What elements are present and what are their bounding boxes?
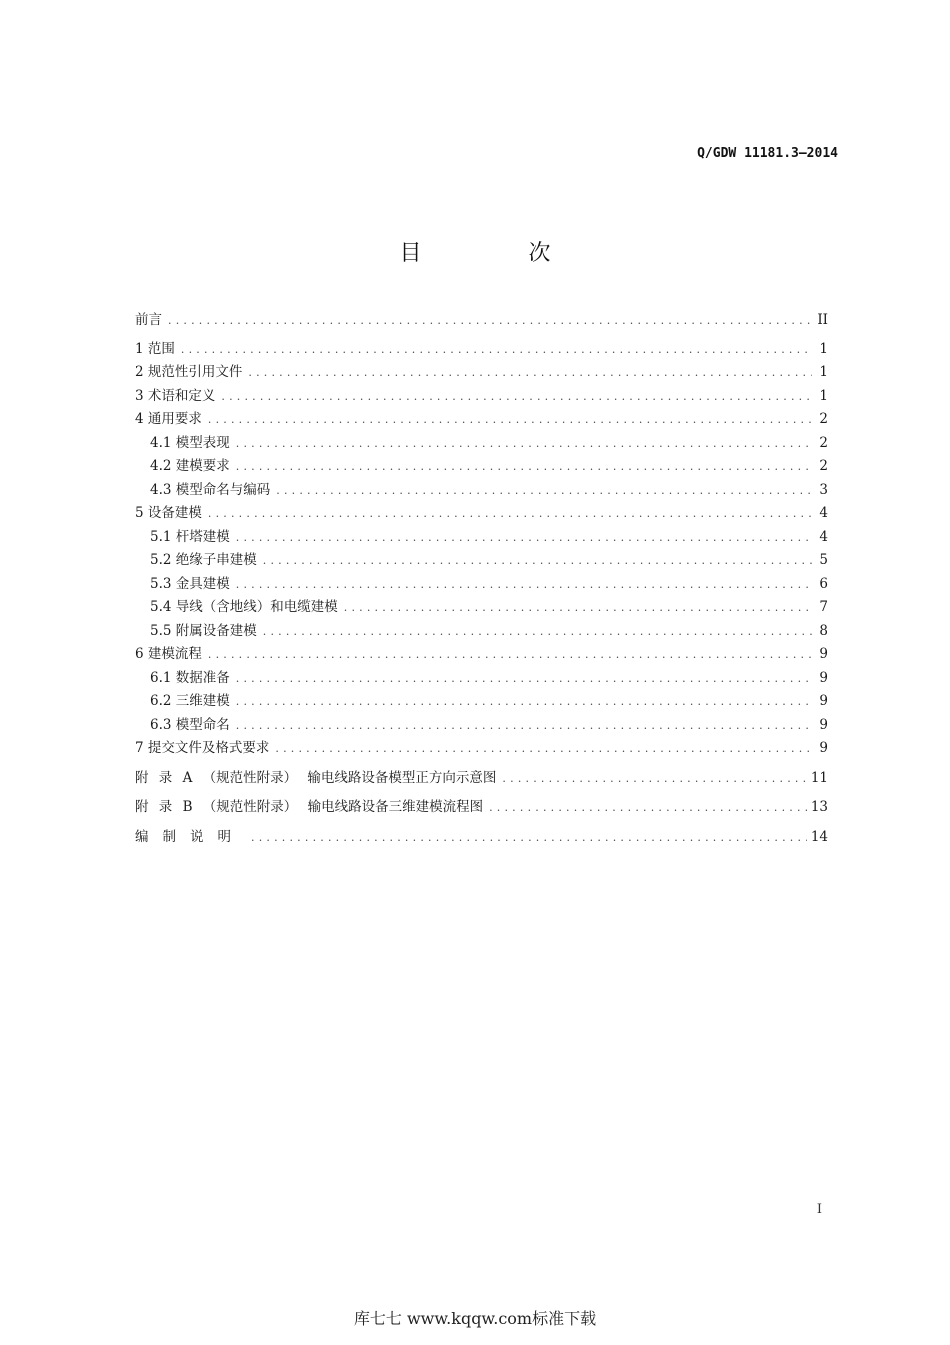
toc-dot-leader [236, 667, 812, 691]
toc-entry-page: 4 [819, 528, 828, 545]
toc-entry-page: 7 [819, 599, 828, 615]
toc-dot-leader [181, 338, 812, 362]
toc-entry-label: 5.3 金具建模 [150, 575, 230, 592]
toc-entry-label: 5.4 导线（含地线）和电缆建模 [150, 599, 338, 615]
toc-entry-label: 1 范围 [135, 340, 175, 357]
toc-entry-page: 9 [819, 669, 828, 686]
toc-dot-leader [221, 385, 812, 409]
toc-entry-label: 附 录 B （规范性附录） 输电线路设备三维建模流程图 [135, 799, 484, 815]
toc-subentry[interactable] [135, 549, 828, 573]
toc-entry-label: 4.3 模型命名与编码 [150, 481, 271, 498]
toc-entry-foreword[interactable] [135, 309, 828, 333]
toc-dot-leader [236, 526, 812, 550]
toc-entry-label: 5.2 绝缘子串建模 [150, 552, 257, 568]
toc-entry-page: 9 [819, 740, 828, 756]
toc-entry-page: 14 [810, 828, 828, 845]
toc-entry-label: 7 提交文件及格式要求 [135, 740, 270, 756]
toc-entry-label: 附 录 A （规范性附录） 输电线路设备模型正方向示意图 [135, 769, 497, 786]
toc-dot-leader [502, 764, 806, 794]
toc-entry-label: 前言 [135, 312, 162, 328]
watermark-text: 库七七 www.kqqw.com标准下载 [353, 1309, 597, 1328]
toc-entry-label: 编制说明 [135, 828, 245, 845]
toc-subentry[interactable] [135, 667, 828, 691]
toc-entry-page: 9 [819, 693, 828, 709]
toc-entry-label: 6 建模流程 [135, 646, 202, 662]
toc-entry-label: 3 术语和定义 [135, 387, 216, 404]
toc-entry-page: 2 [819, 411, 828, 427]
toc-dot-leader [168, 309, 812, 333]
toc-entry-label: 5.1 杆塔建模 [150, 528, 230, 545]
table-of-contents [135, 309, 828, 852]
toc-dot-leader [248, 361, 812, 385]
toc-dot-leader [208, 502, 812, 526]
toc-subentry[interactable] [135, 573, 828, 597]
toc-entry-page: 9 [819, 646, 828, 662]
toc-entry[interactable] [135, 361, 828, 385]
toc-entry[interactable] [135, 502, 828, 526]
toc-entry-page: 9 [819, 716, 828, 733]
page-number: I [816, 1202, 822, 1217]
toc-title: 目 次 [399, 241, 601, 266]
toc-entry-appendix-a[interactable] [135, 764, 828, 794]
toc-entry-page: 11 [810, 769, 828, 786]
toc-entry-label: 2 规范性引用文件 [135, 364, 243, 380]
toc-entry-page: 1 [819, 340, 828, 357]
toc-dot-leader [489, 793, 807, 823]
toc-dot-leader [236, 432, 812, 456]
toc-entry-page: 4 [819, 505, 828, 521]
toc-entry-page: 1 [819, 364, 828, 380]
toc-dot-leader [208, 408, 812, 432]
toc-dot-leader [263, 549, 812, 573]
toc-dot-leader [236, 573, 812, 597]
toc-entry-page: 8 [819, 622, 828, 639]
toc-subentry[interactable] [135, 455, 828, 479]
toc-subentry[interactable] [135, 526, 828, 550]
toc-dot-leader [236, 455, 812, 479]
toc-entry-label: 6.3 模型命名 [150, 716, 230, 733]
toc-entry-page: II [817, 312, 828, 328]
toc-entry[interactable] [135, 643, 828, 667]
toc-subentry[interactable] [135, 620, 828, 644]
toc-entry-label: 4.1 模型表现 [150, 434, 230, 451]
toc-entry-page: 3 [819, 481, 828, 498]
toc-entry-page: 2 [819, 458, 828, 474]
toc-subentry[interactable] [135, 596, 828, 620]
toc-entry[interactable] [135, 408, 828, 432]
toc-subentry[interactable] [135, 432, 828, 456]
toc-entry-page: 13 [810, 799, 828, 815]
toc-entry-label: 5 设备建模 [135, 505, 202, 521]
toc-entry[interactable] [135, 737, 828, 761]
toc-dot-leader [236, 714, 812, 738]
toc-dot-leader [344, 596, 812, 620]
toc-dot-leader [208, 643, 812, 667]
toc-entry-page: 1 [819, 387, 828, 404]
toc-entry-label: 4 通用要求 [135, 411, 202, 427]
toc-entry-label: 4.2 建模要求 [150, 458, 230, 474]
toc-dot-leader [276, 479, 812, 503]
toc-entry-page: 5 [819, 552, 828, 568]
toc-dot-leader [236, 690, 812, 714]
toc-dot-leader [275, 737, 812, 761]
toc-entry-label: 6.1 数据准备 [150, 669, 230, 686]
toc-entry[interactable] [135, 385, 828, 409]
toc-dot-leader [263, 620, 812, 644]
toc-entry-label: 6.2 三维建模 [150, 693, 230, 709]
standard-code: Q/GDW 11181.3—2014 [697, 146, 838, 161]
toc-entry-page: 2 [819, 434, 828, 451]
toc-subentry[interactable] [135, 714, 828, 738]
toc-entry-page: 6 [819, 575, 828, 592]
toc-entry-label: 5.5 附属设备建模 [150, 622, 257, 639]
toc-dot-leader [251, 823, 807, 853]
toc-subentry[interactable] [135, 690, 828, 714]
toc-subentry[interactable] [135, 479, 828, 503]
toc-entry-compilation-notes[interactable] [135, 823, 828, 853]
toc-entry-appendix-b[interactable] [135, 793, 828, 823]
toc-entry[interactable] [135, 338, 828, 362]
